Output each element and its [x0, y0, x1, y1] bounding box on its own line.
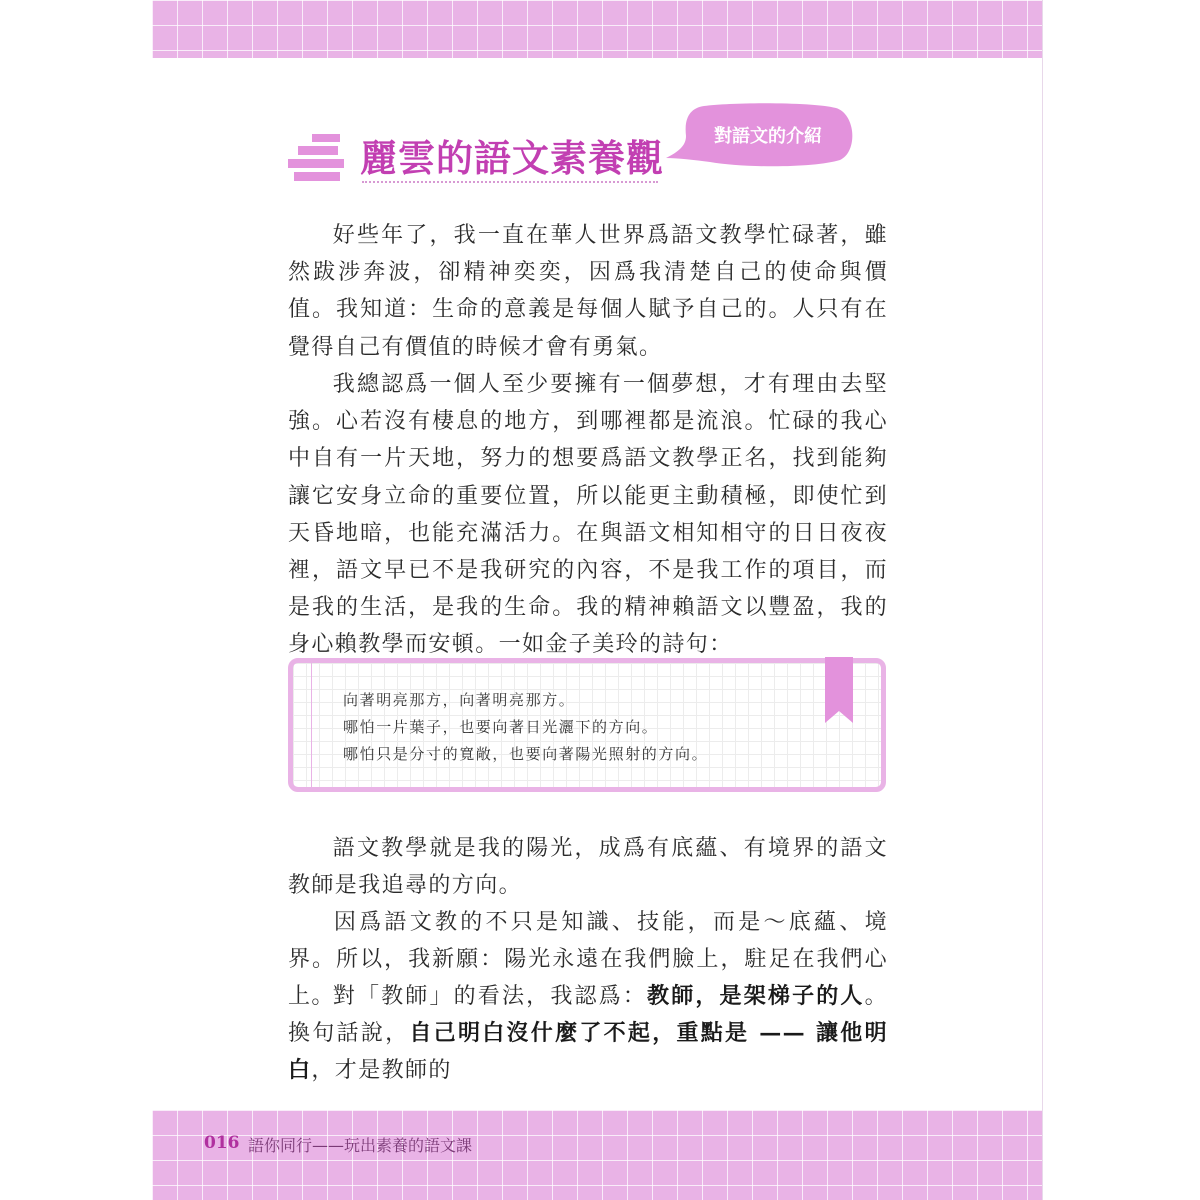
- paragraph-5-bold-a: 教師，是架梯子的人: [647, 983, 865, 1009]
- poem-quote-box: [288, 658, 886, 792]
- paragraph-3: [288, 830, 888, 904]
- poem-line-3: 哪怕只是分寸的寬敞，也要向著陽光照射的方向。: [343, 745, 709, 763]
- paragraph-3-text: 語文教學就是我的陽光，成爲有底蘊、有境界的語文教師是我追尋的方向。: [288, 836, 888, 899]
- title-dotted-underline: [362, 181, 658, 183]
- paragraph-5: [288, 978, 888, 1090]
- paragraph-2: [288, 366, 888, 664]
- paragraph-4-text: 因爲語文教的不只是知識、技能，而是～底蘊、境界。所以，我新願：陽光永遠在我們臉上，駐足在我們心上。: [288, 910, 888, 1010]
- bubble-label: 對語文的介紹: [714, 126, 822, 147]
- book-page: [152, 0, 1043, 1200]
- paragraph-2-text: 我總認爲一個人至少要擁有一個夢想，才有理由去堅強。心若沒有棲息的地方，到哪裡都是流浪。忙碌的我心中自有一片天地，努力的想要爲語文教學正名，找到能夠讓它安身立命的重要位置，所以能更主動積極，即使忙到天昏地暗，也能充滿活力。在與語文相知相守的日日夜夜裡，語文早已不是我研究的內容，不是我工作的項目，而是我的生活，是我的生命。我的精神賴語文以豐盈，我的身心賴教學而安頓。一如金子美玲的詩句：: [288, 372, 888, 658]
- bookmark-ribbon-icon: [825, 657, 853, 723]
- header-grid-band: [152, 0, 1042, 58]
- poem-line-2: 哪怕一片葉子，也要向著日光灑下的方向。: [343, 718, 659, 736]
- notebook-margin-line: [311, 663, 312, 787]
- poem-line-1: 向著明亮那方，向著明亮那方。: [343, 691, 576, 709]
- paragraph-5-part-c: 。換句話說，: [288, 984, 888, 1047]
- paragraph-5-part-e: ，才是教師的: [311, 1058, 452, 1084]
- section-title: 麗雲的語文素養觀: [360, 137, 664, 180]
- running-footer-title: 語你同行——玩出素養的語文課: [248, 1136, 473, 1155]
- paragraph-1-text: 好些年了，我一直在華人世界爲語文教學忙碌著，雖然跋涉奔波，卻精神奕奕，因爲我清楚自己的使命與價值。我知道：生命的意義是每個人賦予自己的。人只有在覺得自己有價值的時候才會有勇氣。: [288, 223, 888, 360]
- books-stack-icon: [288, 134, 344, 182]
- poem-lines: [343, 687, 708, 768]
- paragraph-5-part-a: 對「教師」的看法，我認爲：: [332, 984, 648, 1009]
- topic-bubble: [664, 102, 856, 168]
- paragraph-5-bold-b: 自己明白沒什麼了不起，重點是 —— 讓他明白: [288, 1020, 888, 1084]
- page-number: 016: [204, 1133, 240, 1153]
- paragraph-1: [288, 217, 888, 366]
